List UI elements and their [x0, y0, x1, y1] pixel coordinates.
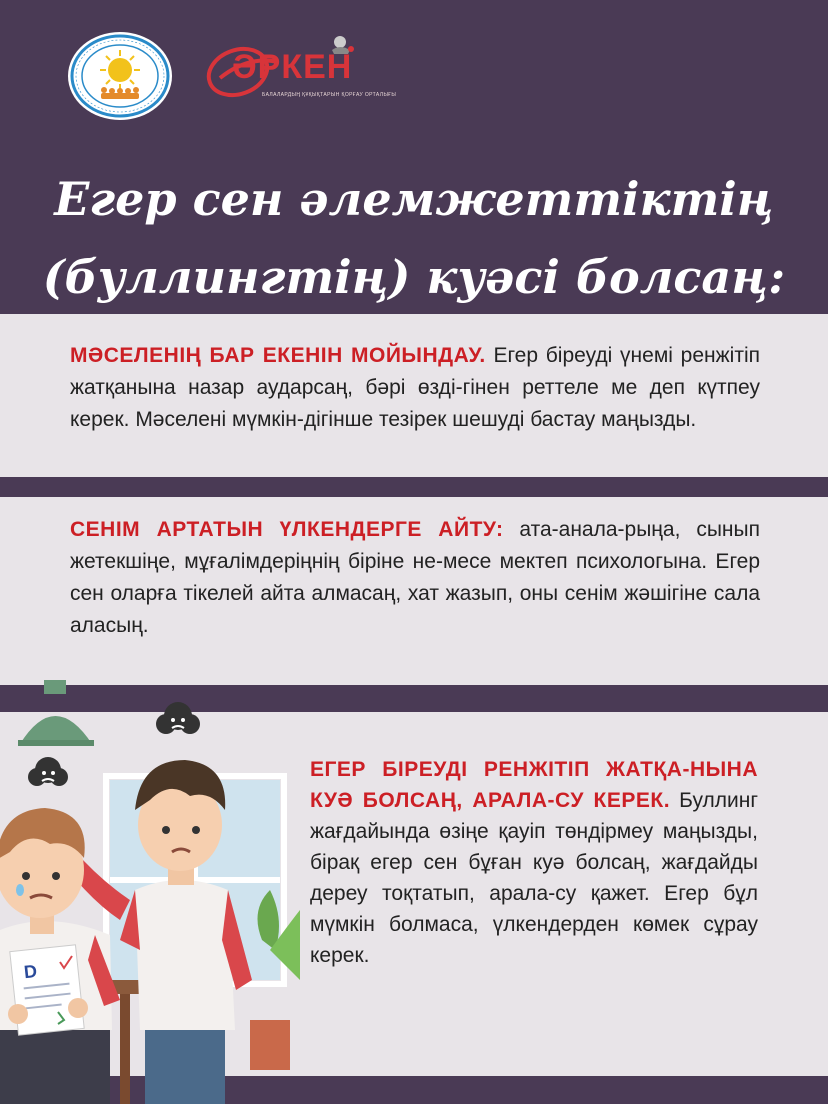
- paper-grade: D: [22, 961, 38, 983]
- sitting-boy-figure: [0, 808, 120, 1104]
- ministry-seal-logo: [66, 30, 174, 122]
- section-1-text: [70, 340, 760, 436]
- section-3-heading: ЕГЕР БІРЕУДІ РЕНЖІТІП ЖАТҚА-НЫНА КУӘ БОЛСАҢ, АРАЛА-СУ КЕРЕК.: [310, 758, 758, 812]
- page-title: [0, 160, 828, 316]
- title-line-1: Егер сен әлемжеттіктің: [54, 172, 774, 226]
- section-1-heading: МӘСЕЛЕНІҢ БАР ЕКЕНІН МОЙЫНДАУ.: [70, 344, 486, 367]
- section-2-heading: СЕНІМ АРТАТЫН ҮЛКЕНДЕРГЕ АЙТУ:: [70, 518, 504, 541]
- section-1-body: Егер біреуді үнемі ренжітіп жатқанына назар аударсаң, бәрі өзді-гінен реттеле ме деп күтпеу керек. Мәселені мүмкін-дігінше тезірек шешуді бастау маңызды.: [70, 344, 760, 431]
- brand-subtitle: БАЛАЛАРДЫҢ ҚҰҚЫҚТАРЫН ҚОРҒАУ ОРТАЛЫҒЫ: [262, 92, 397, 98]
- angry-cloud-icon-2: [28, 757, 68, 786]
- brand-name: ӘРКЕН: [232, 48, 353, 86]
- section-2-body: ата-анала-рыңа, сынып жетекшіңе, мұғалімдеріңнің біріне не-месе мектеп психологына. Егер сен оларға тікелей айта алмасаң, хат жазып, оны сенім жәшігіне сала аласың.: [70, 518, 760, 637]
- bullying-illustration: [0, 680, 300, 1104]
- section-2-text: [70, 514, 760, 642]
- angry-cloud-icon: [156, 702, 200, 734]
- header: [0, 0, 828, 312]
- section-3-text: [310, 754, 758, 971]
- title-line-2: (буллингтің) куәсі болсаң:: [42, 250, 786, 304]
- section-3-body: Буллинг жағдайында өзіңе қауіп төндірмеу маңызды, бірақ егер сен бұған куә болсаң, жағдайды дереу тоқтатып, арала-су қажет. Егер бұл мүмкін болмаса, үлкендерден көмек сұрау керек.: [310, 789, 758, 967]
- ceiling-lamp-icon: [18, 680, 94, 746]
